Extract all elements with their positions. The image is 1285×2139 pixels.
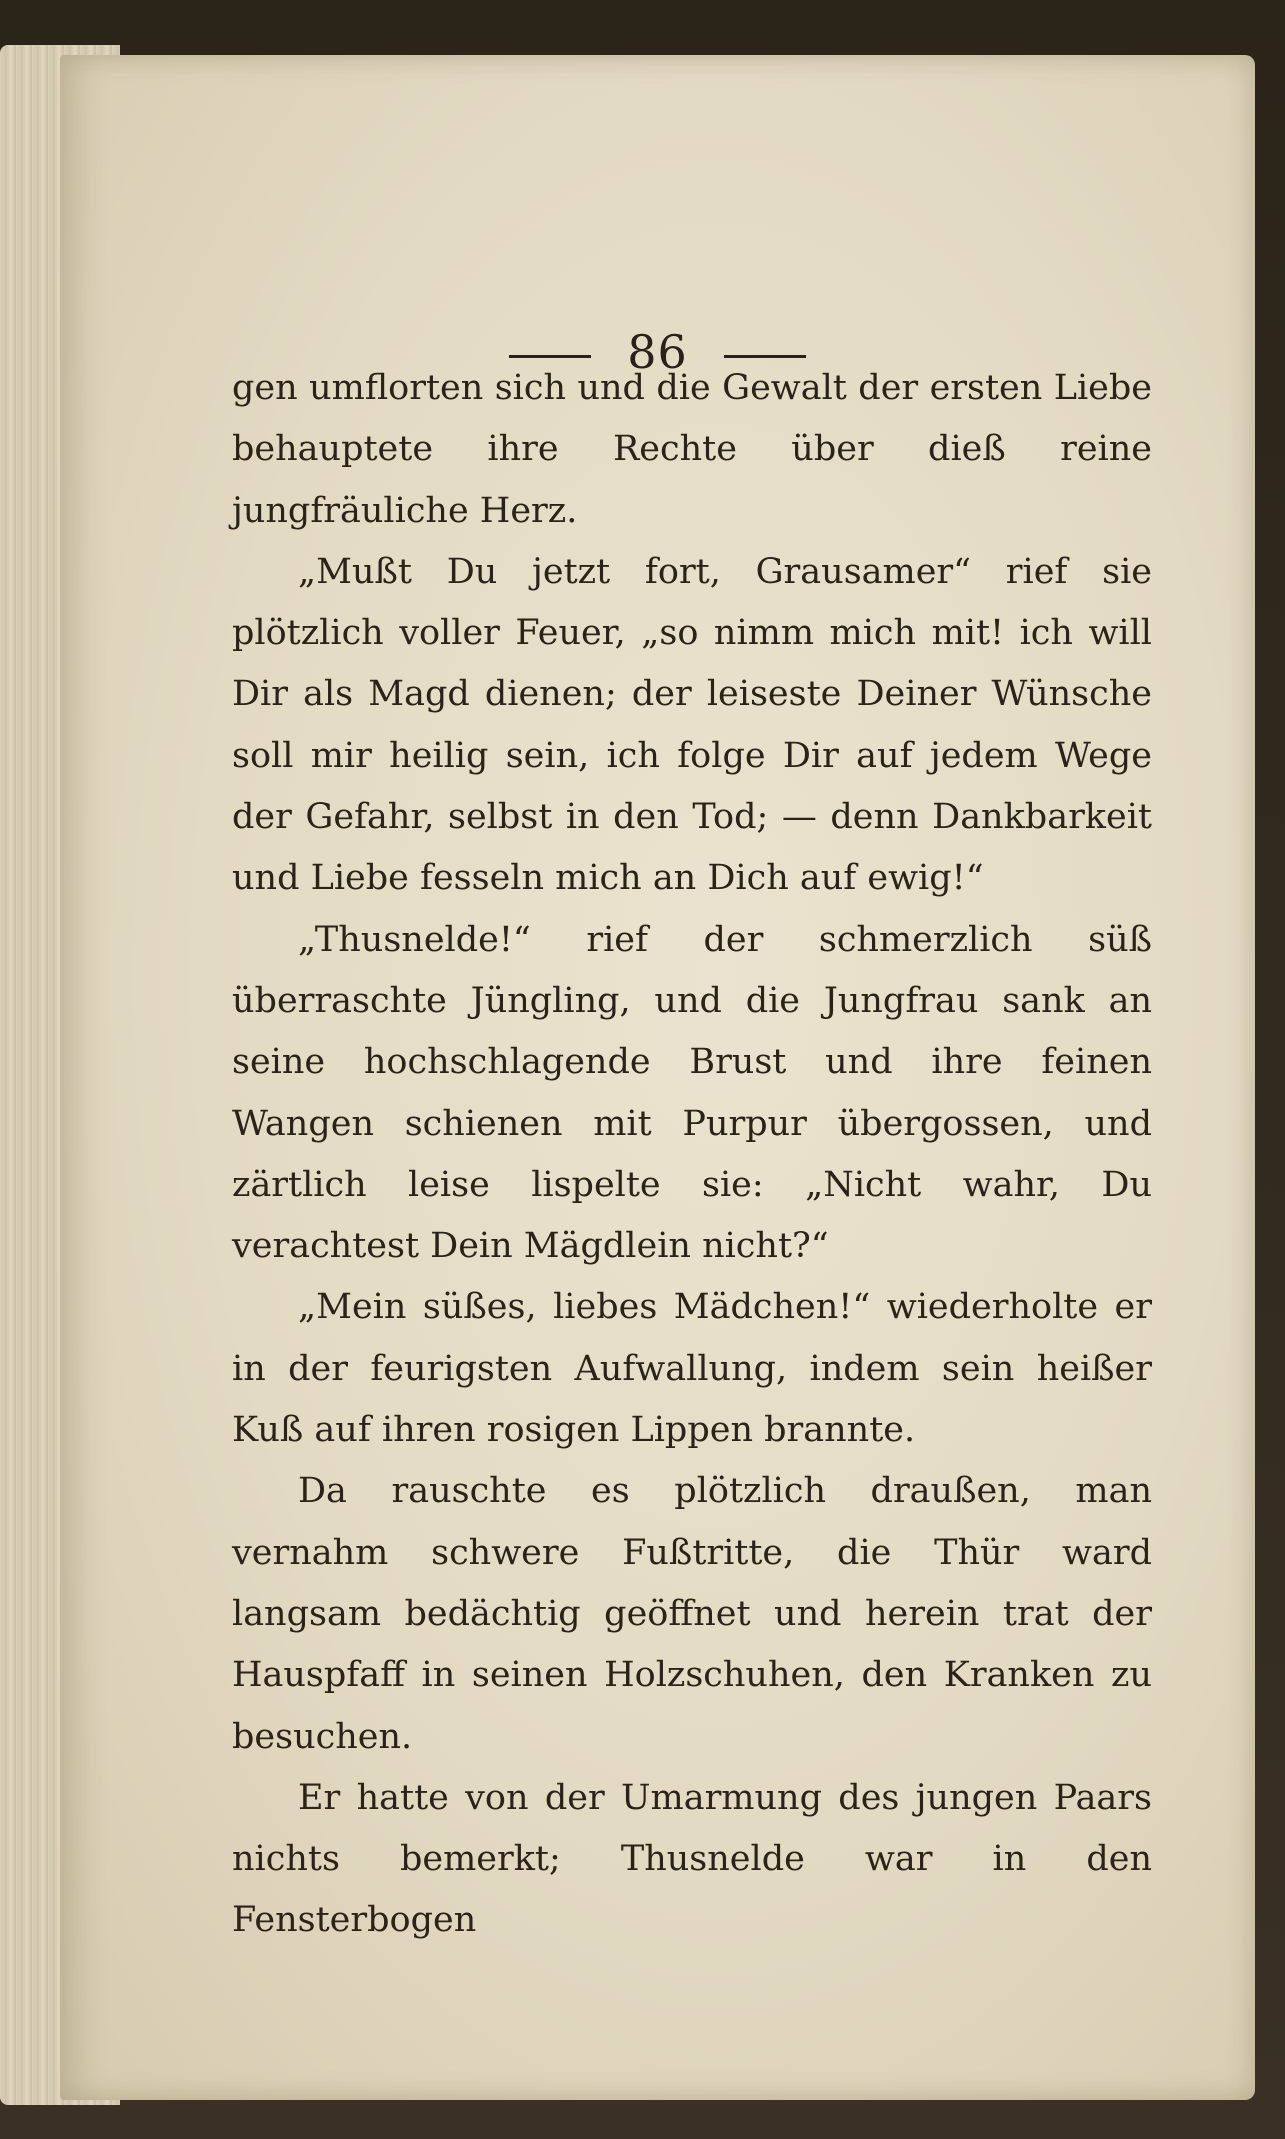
paragraph-6: Er hatte von der Umarmung des jungen Paars nichts bemerkt; Thusnelde war in den Fensterbogen	[232, 1777, 1152, 1941]
paragraph-5: Da rauschte es plötzlich draußen, man vernahm schwere Fußtritte, die Thür ward langsam bedächtig geöffnet und herein trat der Hauspfaff in seinen Holzschuhen, den Kranken zu besuchen.	[232, 1471, 1152, 1757]
paragraph-3: „Thusnelde!“ rief der schmerzlich süß überraschte Jüngling, und die Jungfrau sank an seine hochschlagende Brust und ihre feinen Wangen schienen mit Purpur übergossen, und zärtlich leise lispelte sie: „Nicht wahr, Du verachtest Dein Mägdlein nicht?“	[232, 919, 1152, 1267]
page-number: 86	[627, 325, 688, 379]
paragraph-4: „Mein süßes, liebes Mädchen!“ wiederholte er in der feurigsten Aufwallung, indem sein heißer Kuß auf ihren rosigen Lippen brannte.	[232, 1287, 1152, 1451]
paragraph-1: gen umflorten sich und die Gewalt der ersten Liebe behauptete ihre Rechte über dieß reine jungfräuliche Herz.	[232, 368, 1152, 531]
paragraph-2: „Mußt Du jetzt fort, Grausamer“ rief sie plötzlich voller Feuer, „so nimm mich mit! ich will Dir als Magd dienen; der leiseste Deiner Wünsche soll mir heilig sein, ich folge Dir auf jedem Wege der Gefahr, selbst in den Tod; — denn Dankbarkeit und Liebe fesseln mich an Dich auf ewig!“	[232, 551, 1152, 899]
body-text	[232, 358, 1152, 1952]
